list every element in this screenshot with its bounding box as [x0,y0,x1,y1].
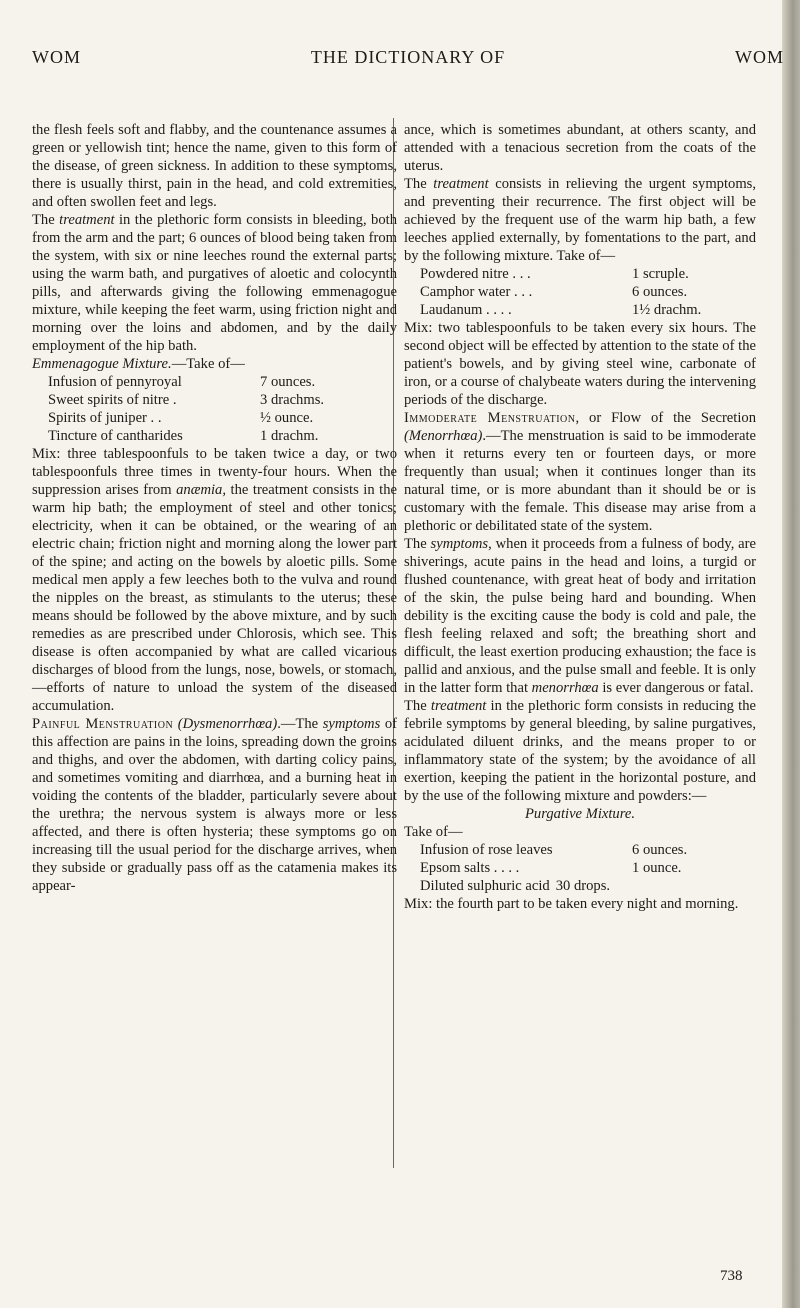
header-title: THE DICTIONARY OF [310,47,506,67]
ingredient-line: Infusion of rose leaves 6 ounces. [420,842,688,858]
right-column [404,121,756,913]
running-header [32,47,784,75]
recipe-heading: Emmenagogue Mixture.—Take of— [32,356,245,372]
ingredient-line: Infusion of pennyroyal 7 ounces. [48,374,316,390]
paragraph: The treatment consists in relieving the urgent symptoms, and preventing their recurrence. The first object will be achieved by the frequent use of the warm hip bath, a few leeches applied externally, by fomentations to the part, and by the following mixture. Take of— [404,176,756,264]
ingredient-line: Laudanum . . . . 1½ drachm. [420,302,702,318]
paragraph: The treatment in the plethoric form consists in bleeding, both from the arm and the part; 6 ounces of blood being taken from the system, with six or nine leeches round the external parts; using the warm bath, and purgatives of aloetic and colocynth pills, and afterwards giving the following emmenagogue mixture, while keeping the feet warm, using friction night and morning over the loins and abdomen, and by the daily employment of the hip bath. [32,212,397,354]
ingredient-line: Diluted sulphuric acid 30 drops. [420,878,611,894]
recipe-take-of: Take of— [404,824,463,840]
ingredient-line: Epsom salts . . . . 1 ounce. [420,860,682,876]
paragraph: Mix: two tablespoonfuls to be taken every six hours. The second object will be effected by attention to the state of the patient's bowels, and by giving steel wine, carbonate of iron, or a course of chalybeate waters during the intervening periods of the discharge. [404,320,756,408]
entry-immoderate-menstruation: Immoderate Menstruation, or Flow of the Secretion (Menorrhœa).—The menstruation is said to be immoderate when it returns every ten or fourteen days, or more frequently than usual; when it continues longer than its natural time, or is more abundant than it should be or is customary with the female. This disease may arise from a plethoric or debilitated state of the system. [404,410,756,534]
ingredient-line: Spirits of juniper . . ½ ounce. [48,410,314,426]
paragraph: the flesh feels soft and flabby, and the countenance assumes a green or yellowish tint; hence the name, given to this form of the disease, of green sickness. In addition to these symptoms, there is usually thirst, pain in the head, and cold extremities, and often swollen feet and legs. [32,122,397,210]
ingredient-line: Camphor water . . . 6 ounces. [420,284,688,300]
entry-painful-menstruation: Painful Menstruation (Dysmenorrhœa).—The symptoms of this affection are pains in the loins, spreading down the groins and thighs, and over the abdomen, with darting colicy pains, and sometimes vomiting and diarrhœa, and a burning heat in voiding the contents of the bladder, particularly severe about the urethra; the nervous system is always more or less affected, and there is often hysteria; these symptoms go on increasing till the usual period for the discharge arrives, when they subside or gradually pass off as the catamenia makes its appear- [32,716,397,894]
ingredient-line: Sweet spirits of nitre . 3 drachms. [48,392,325,408]
header-right-guide-word: WOM [735,47,784,67]
page-number: 738 [720,1268,743,1284]
ingredient-line: Tincture of cantharides 1 drachm. [48,428,319,444]
left-column [32,121,397,895]
paragraph: The treatment in the plethoric form consists in reducing the febrile symptoms by general bleeding, by saline purgatives, acidulated diluent drinks, and the means proper to or inflammatory state of the system; by the avoidance of all exertion, keeping the patient in the horizontal posture, and by the use of the following mixture and powders:— [404,698,756,804]
paragraph: ance, which is sometimes abundant, at others scanty, and attended with a tenacious secretion from the coats of the uterus. [404,122,756,174]
header-left-guide-word: WOM [32,47,81,67]
book-edge [782,0,800,1308]
paragraph: Mix: three tablespoonfuls to be taken twice a day, or two tablespoonfuls three times in twenty-four hours. When the suppression arises from anæmia, the treatment consists in the warm hip bath; the employment of steel and other tonics; electricity, when it can be obtained, or the wearing of an electric chain; friction night and morning along the lower part of the spine; and acting on the bowels by aloetic pills. Some medical men apply a few leeches both to the vulva and round the nipples on the breast, as stimulants to the uterus; these means should be followed by the above mixture, and by such remedies as are prescribed under Chlorosis, which see. This disease is often accompanied by what are called vicarious discharges of blood from the lungs, nose, bowels, or stomach,—efforts of nature to unload the system of the diseased accumulation. [32,446,397,714]
paragraph: The symptoms, when it proceeds from a fulness of body, are shiverings, acute pains in the head and loins, a turgid or flushed countenance, with great heat of body and irritation of the skin, the pulse being hard and bounding. When debility is the exciting cause the body is cold and pale, the flesh feeling relaxed and soft; the breathing short and difficult, the least exertion producing exhaustion; the face is pallid and anxious, and the pulse small and feeble. It is only in the latter form that menorrhœa is ever dangerous or fatal. [404,536,756,696]
ingredient-line: Powdered nitre . . . 1 scruple. [420,266,689,282]
paragraph: Mix: the fourth part to be taken every night and morning. [404,896,739,912]
recipe-heading: Purgative Mixture. [525,806,635,822]
